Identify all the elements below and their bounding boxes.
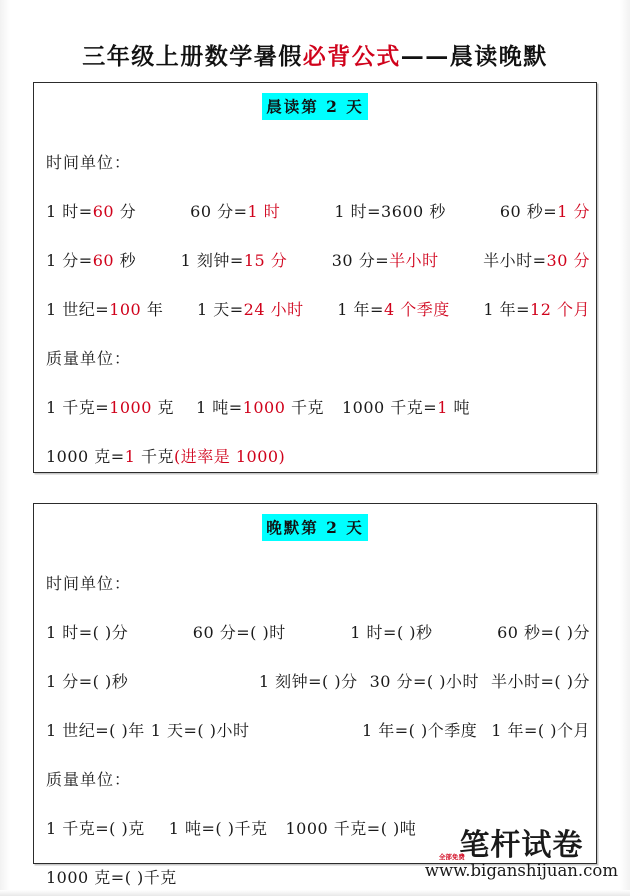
spacer [34, 692, 596, 718]
evening-time-units-label: 时间单位： [46, 574, 132, 593]
eq-red: 4 个季度 [383, 300, 450, 319]
blank-equation-item[interactable]: 1000 克=( )千克 [46, 868, 177, 887]
page-edge-left-shadow [0, 0, 10, 896]
morning-time-units-label: 时间单位： [46, 153, 132, 172]
spacer [34, 594, 596, 620]
spacer [34, 369, 596, 395]
eq-black: 60 分= [190, 202, 248, 221]
morning-mass-row-2 [34, 444, 596, 467]
spacer [34, 643, 596, 669]
page-edge-bottom-shadow [0, 890, 630, 896]
page-title-prefix: 三年级上册数学暑假 [82, 43, 303, 70]
blank-equation-item[interactable]: 1 刻钟=( )分 [258, 672, 358, 691]
page-title-suffix: ——晨读晚默 [400, 43, 548, 70]
eq-black: 1 刻钟= [180, 251, 244, 270]
blank-equation-item[interactable]: 1 世纪=( )年 [46, 721, 145, 740]
spacer [34, 741, 596, 767]
eq-black: 1 吨= [196, 398, 243, 417]
eq-red: 1 时 [247, 202, 281, 221]
eq-red: 1 [124, 447, 136, 466]
spacer [34, 418, 596, 444]
equation-item [332, 248, 439, 271]
spacer [34, 790, 596, 816]
page-title [0, 38, 630, 71]
eq-red: 1000 [242, 398, 286, 417]
evening-time-row-3 [34, 718, 596, 741]
blank-equation-item[interactable]: 1 吨=( )千克 [168, 819, 268, 838]
eq-black: 半小时= [483, 251, 547, 270]
evening-mass-row-2 [34, 865, 596, 888]
equation-item [46, 199, 136, 222]
equation-item [483, 297, 590, 320]
eq-black: 1000 克= [46, 447, 125, 466]
morning-header-label: 晨读第 2 天 [262, 93, 368, 120]
equation-item [181, 248, 288, 271]
morning-time-row-1 [34, 199, 596, 222]
morning-mass-row-1 [34, 395, 596, 418]
spacer [34, 320, 596, 346]
eq-red: 60 [92, 251, 115, 270]
spacer [34, 222, 596, 248]
blank-equation-item[interactable]: 1 时=( )分 [46, 623, 129, 642]
evening-mass-row-1 [34, 816, 596, 839]
spacer [34, 124, 596, 150]
eq-red: 1000 [109, 398, 152, 417]
eq-black: 1 千克= [46, 398, 110, 417]
eq-red: 15 分 [243, 251, 288, 270]
page-title-highlight: 必背公式 [302, 43, 401, 70]
blank-equation-item[interactable]: 30 分=( )小时 [369, 672, 480, 691]
spacer [34, 545, 596, 571]
eq-red: 1 [437, 398, 448, 417]
equation-item [190, 199, 280, 222]
eq-red: 100 [109, 300, 142, 319]
eq-black: 1 年= [483, 300, 531, 319]
morning-time-row-2 [34, 248, 596, 271]
blank-equation-item[interactable]: 1 年=( )个月 [491, 721, 590, 740]
equation-item [337, 297, 449, 320]
equation-item [46, 248, 136, 271]
watermark-url: www.biganshijuan.com [424, 861, 618, 880]
blank-equation-item[interactable]: 60 分=( )时 [192, 623, 286, 642]
eq-black: 1 天= [196, 300, 244, 319]
eq-black: 1 世纪= [46, 300, 110, 319]
eq-tail: 秒 [114, 251, 137, 270]
equation-item [46, 395, 174, 418]
eq-tail: 千克 [285, 398, 324, 417]
spacer [34, 271, 596, 297]
eq-tail: 千克 [135, 447, 174, 466]
eq-black: 1 时= [46, 202, 93, 221]
blank-equation-item[interactable]: 半小时=( )分 [491, 672, 590, 691]
blank-equation-item[interactable]: 1 年=( )个季度 [362, 721, 478, 740]
equation-item [342, 395, 470, 418]
equation-item [196, 395, 324, 418]
morning-mass-units-label: 质量单位： [46, 349, 132, 368]
equation-item [483, 248, 590, 271]
eq-black: 30 分= [331, 251, 390, 270]
evening-time-row-1 [34, 620, 596, 643]
morning-reading-box [33, 82, 597, 473]
eq-tail: 克 [151, 398, 174, 417]
eq-red: 30 分 [546, 251, 590, 270]
eq-black: 1 年= [337, 300, 384, 319]
blank-equation-item[interactable]: 1000 千克=( )吨 [285, 819, 417, 838]
equation-item [334, 199, 445, 222]
page-edge-right-shadow [620, 0, 630, 896]
evening-header [34, 514, 596, 541]
spacer [34, 173, 596, 199]
equation-item [46, 444, 285, 467]
eq-black: 1000 千克= [342, 398, 438, 417]
eq-tail: 分 [114, 202, 137, 221]
blank-equation-item[interactable]: 1 分=( )秒 [46, 672, 129, 691]
eq-red: 12 个月 [530, 300, 590, 319]
morning-header [34, 93, 596, 120]
equation-item [46, 297, 163, 320]
eq-red: 60 [92, 202, 115, 221]
evening-time-row-2 [34, 669, 596, 692]
morning-time-row-3 [34, 297, 596, 320]
conversion-rate-note: (进率是 1000) [174, 447, 286, 466]
blank-equation-item[interactable]: 1 千克=( )克 [46, 819, 145, 838]
evening-header-label: 晚默第 2 天 [262, 514, 368, 541]
blank-equation-item[interactable]: 1 时=( )秒 [350, 623, 433, 642]
equation-item [500, 199, 590, 222]
eq-red: 1 分 [557, 202, 590, 221]
eq-black: 60 秒= [499, 202, 558, 221]
evening-mass-units-label: 质量单位： [46, 770, 132, 789]
equation-item [197, 297, 304, 320]
blank-equation-item[interactable]: 60 秒=( )分 [497, 623, 591, 642]
eq-black: 1 分= [46, 251, 93, 270]
blank-equation-item[interactable]: 1 天=( )小时 [150, 721, 250, 740]
watermark-free-tag: 全部免费 [438, 853, 465, 861]
eq-tail: 吨 [447, 398, 470, 417]
watermark-brand: 笔杆试卷 [459, 828, 584, 863]
spacer [34, 839, 596, 865]
eq-tail: 年 [141, 300, 164, 319]
eq-red: 24 小时 [243, 300, 304, 319]
eq-red: 半小时 [389, 251, 439, 270]
eq-black: 1 时=3600 秒 [334, 202, 446, 221]
